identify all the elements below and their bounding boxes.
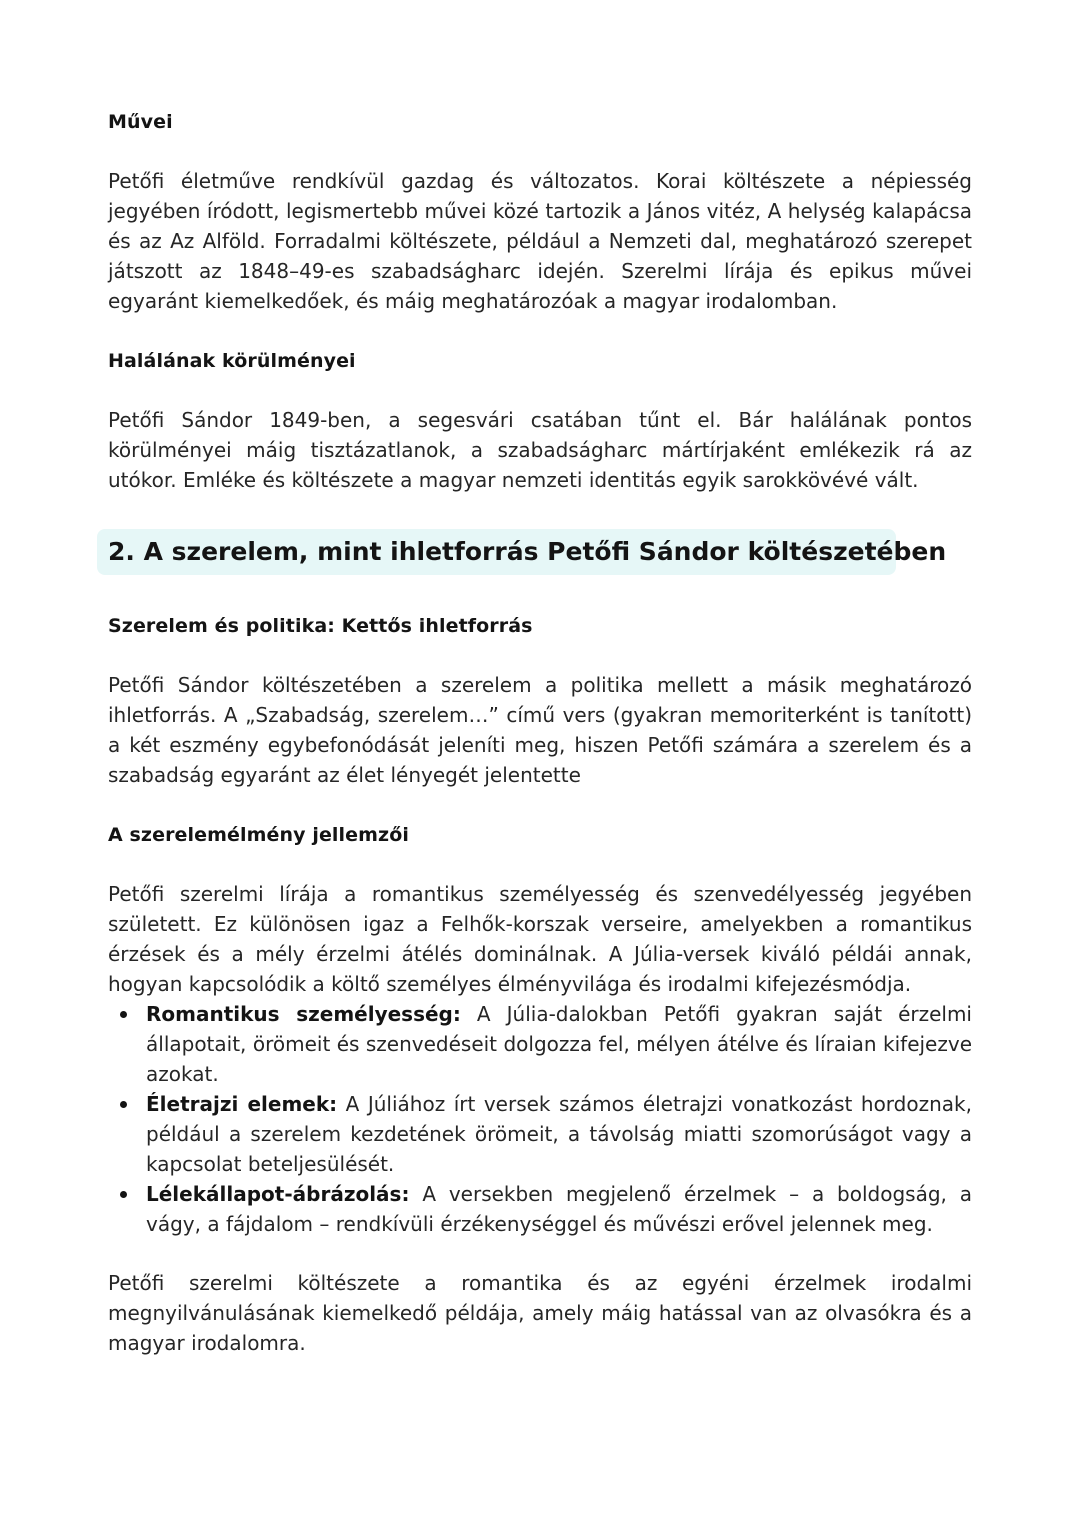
bullet-text: A Júlia-dalokban Petőfi gyakran saját érzelmi állapotait, örömeit és szenvedéseit dolgozza fel, mélyen átélve és líraian kifejezve azokat. (146, 1002, 972, 1086)
bullet-list (108, 999, 972, 1239)
list-item (108, 1179, 972, 1239)
bullet-term: Romantikus személyesség: (146, 1002, 461, 1026)
paragraph-jellemzoi: Petőfi szerelmi lírája a romantikus személyesség és szenvedélyesség jegyében született. Ez különösen igaz a Felhők-korszak verseire, amelyekben a romantikus érzések és a mély érzelmi átélés dominálnak. A Júlia-versek kiváló példái annak, hogyan kapcsolódik a költő személyes élményvilága és irodalmi kifejezésmódja. (108, 882, 972, 996)
bullet-term: Életrajzi elemek: (146, 1092, 338, 1116)
bullet-text: A versekben megjelenő érzelmek – a boldogság, a vágy, a fájdalom – rendkívüli érzékenységgel és művészi erővel jelennek meg. (146, 1182, 972, 1236)
heading-jellemzoi: A szerelemélmény jellemzői (108, 824, 409, 846)
bullet-dot-icon (120, 1101, 127, 1108)
bullet-text: A Júliához írt versek számos életrajzi vonatkozást hordoznak, például a szerelem kezdetének örömeit, a távolság miatti szomorúságot vagy a kapcsolat beteljesülését. (146, 1092, 972, 1176)
bullet-dot-icon (120, 1191, 127, 1198)
heading-politika: Szerelem és politika: Kettős ihletforrás (108, 615, 533, 637)
list-item (108, 1089, 972, 1179)
bullet-dot-icon (120, 1011, 127, 1018)
list-item (108, 999, 972, 1089)
paragraph-muvei: Petőfi életműve rendkívül gazdag és változatos. Korai költészete a népiesség jegyében íródott, legismertebb művei közé tartozik a János vitéz, A helység kalapácsa és az Az Alföld. Forradalmi költészete, például a Nemzeti dal, meghatározó szerepet játszott az 1848–49-es szabadságharc idején. Szerelmi lírája és epikus művei egyaránt kiemelkedőek, és máig meghatározóak a magyar irodalomban. (108, 169, 972, 313)
paragraph-halala: Petőfi Sándor 1849-ben, a segesvári csatában tűnt el. Bár halálának pontos körülményei máig tisztázatlanok, a szabadságharc mártírjaként emlékezik rá az utókor. Emléke és költészete a magyar nemzeti identitás egyik sarokkövévé vált. (108, 408, 972, 492)
chapter-title: 2. A szerelem, mint ihletforrás Petőfi Sándor költészetében (108, 537, 947, 566)
paragraph-closing: Petőfi szerelmi költészete a romantika és az egyéni érzelmek irodalmi megnyilvánulásának kiemelkedő példája, amely máig hatással van az olvasókra és a magyar irodalomra. (108, 1271, 972, 1355)
heading-muvei: Művei (108, 111, 173, 133)
bullet-term: Lélekállapot-ábrázolás: (146, 1182, 410, 1206)
paragraph-politika: Petőfi Sándor költészetében a szerelem a politika mellett a másik meghatározó ihletforrás. A „Szabadság, szerelem…” című vers (gyakran memoriterként is tanított) a két eszmény egybefonódását jeleníti meg, hiszen Petőfi számára a szerelem és a szabadság egyaránt az élet lényegét jelentette (108, 673, 972, 787)
heading-halala: Halálának körülményei (108, 350, 356, 372)
chapter-heading-highlight (97, 529, 947, 575)
